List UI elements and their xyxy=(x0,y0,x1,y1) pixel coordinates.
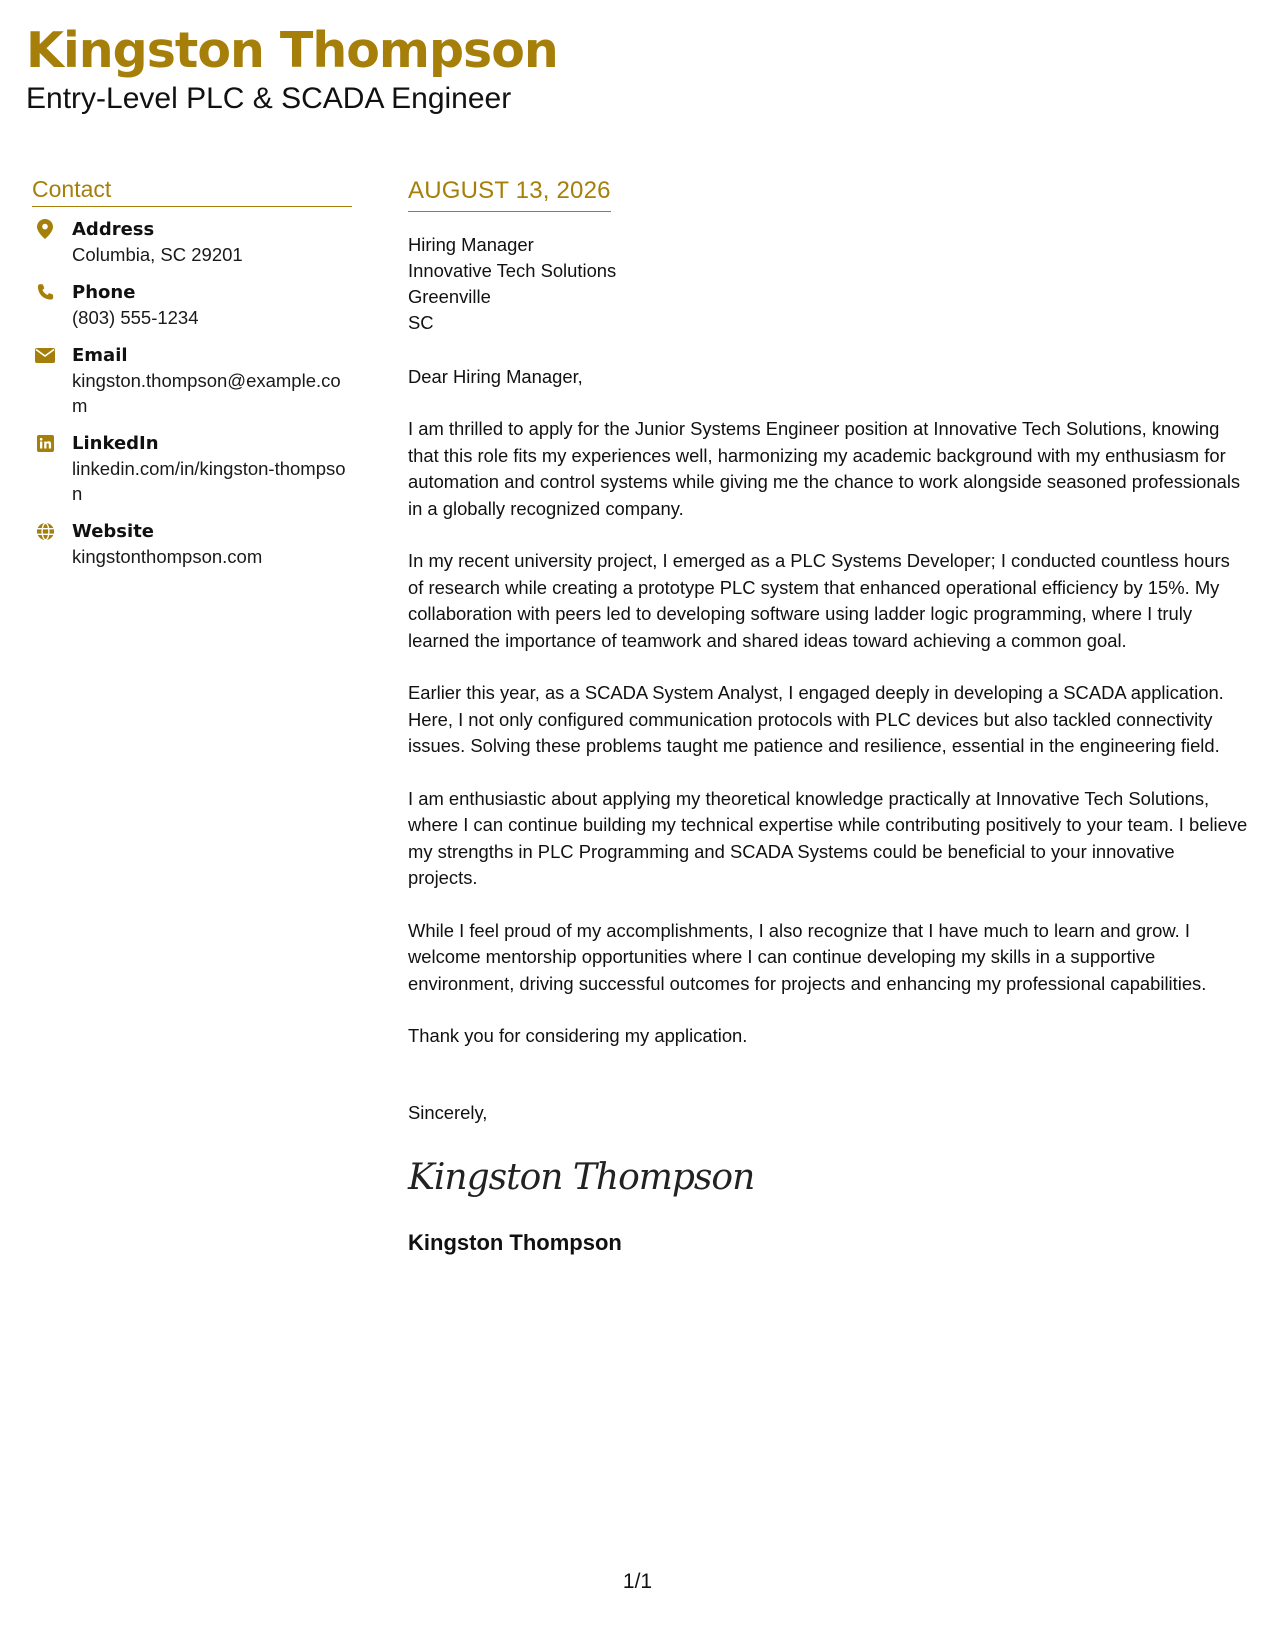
contact-label: Phone xyxy=(72,282,136,303)
greeting: Dear Hiring Manager, xyxy=(408,365,583,387)
recipient-block xyxy=(408,232,1248,336)
contact-label: Address xyxy=(72,219,155,240)
letter-date: AUGUST 13, 2026 xyxy=(408,178,611,212)
contact-item-email xyxy=(32,343,352,418)
candidate-name: Kingston Thompson xyxy=(26,22,558,79)
contact-item-website xyxy=(32,519,352,569)
globe-icon xyxy=(34,520,56,542)
contact-item-linkedin xyxy=(32,431,352,506)
address-value: Columbia, SC 29201 xyxy=(72,244,243,265)
paragraph: In my recent university project, I emerged as a PLC Systems Developer; I conducted countless hours of research while creating a prototype PLC system that enhanced operational efficiency by 15%. My collaboration with peers led to developing software using ladder logic programming, where I truly learned the importance of teamwork and shared ideas toward achieving a common goal. xyxy=(408,550,1230,651)
email-value[interactable]: kingston.thompson@example.com xyxy=(72,370,341,416)
contact-label: LinkedIn xyxy=(72,433,159,454)
letter-body xyxy=(408,178,1248,1257)
phone-icon xyxy=(34,281,56,303)
signed-name: Kingston Thompson xyxy=(408,1230,622,1255)
closing: Sincerely, xyxy=(408,1101,488,1123)
website-value[interactable]: kingstonthompson.com xyxy=(72,546,263,567)
recipient-line: Hiring Manager xyxy=(408,233,534,255)
contact-heading: Contact xyxy=(32,176,352,207)
page-number: 1/1 xyxy=(622,1570,653,1593)
handwritten-signature: Kingston Thompson xyxy=(408,1157,755,1198)
recipient-line: Greenville xyxy=(408,285,491,307)
paragraph: While I feel proud of my accomplishments, I also recognize that I have much to learn and grow. I welcome mentorship opportunities where I can continue developing my skills in a supportive environment, driving successful outcomes for projects and enhancing my professional capabilities. xyxy=(408,919,1207,994)
linkedin-value[interactable]: linkedin.com/in/kingston-thompson xyxy=(72,458,346,504)
paragraph: I am enthusiastic about applying my theoretical knowledge practically at Innovative Tech Solutions, where I can continue building my technical expertise while contributing positively to your team. I believe my strengths in PLC Programming and SCADA Systems could be beneficial to your innovative projects. xyxy=(408,787,1248,888)
paragraph: I am thrilled to apply for the Junior Systems Engineer position at Innovative Tech Solutions, knowing that this role fits my experiences well, harmonizing my academic background with my enthusiasm for automation and control systems while giving me the chance to work alongside seasoned professionals in a globally recognized company. xyxy=(408,418,1241,519)
recipient-line: Innovative Tech Solutions xyxy=(408,259,617,281)
recipient-line: SC xyxy=(408,311,434,333)
contact-item-address xyxy=(32,217,352,267)
contact-label: Website xyxy=(72,521,155,542)
phone-value: (803) 555-1234 xyxy=(72,307,199,328)
paragraph: Earlier this year, as a SCADA System Analyst, I engaged deeply in developing a SCADA application. Here, I not only configured communication protocols with PLC devices but also tackled connectivity issues. Solving these problems taught me patience and resilience, essential in the engineering field. xyxy=(408,682,1224,756)
contact-sidebar xyxy=(32,176,352,582)
contact-item-phone xyxy=(32,280,352,330)
envelope-icon xyxy=(34,344,56,366)
linkedin-icon xyxy=(34,432,56,454)
job-title: Entry-Level PLC & SCADA Engineer xyxy=(26,82,512,115)
contact-label: Email xyxy=(72,345,128,366)
location-pin-icon xyxy=(34,218,56,240)
paragraph: Thank you for considering my application. xyxy=(408,1025,748,1046)
